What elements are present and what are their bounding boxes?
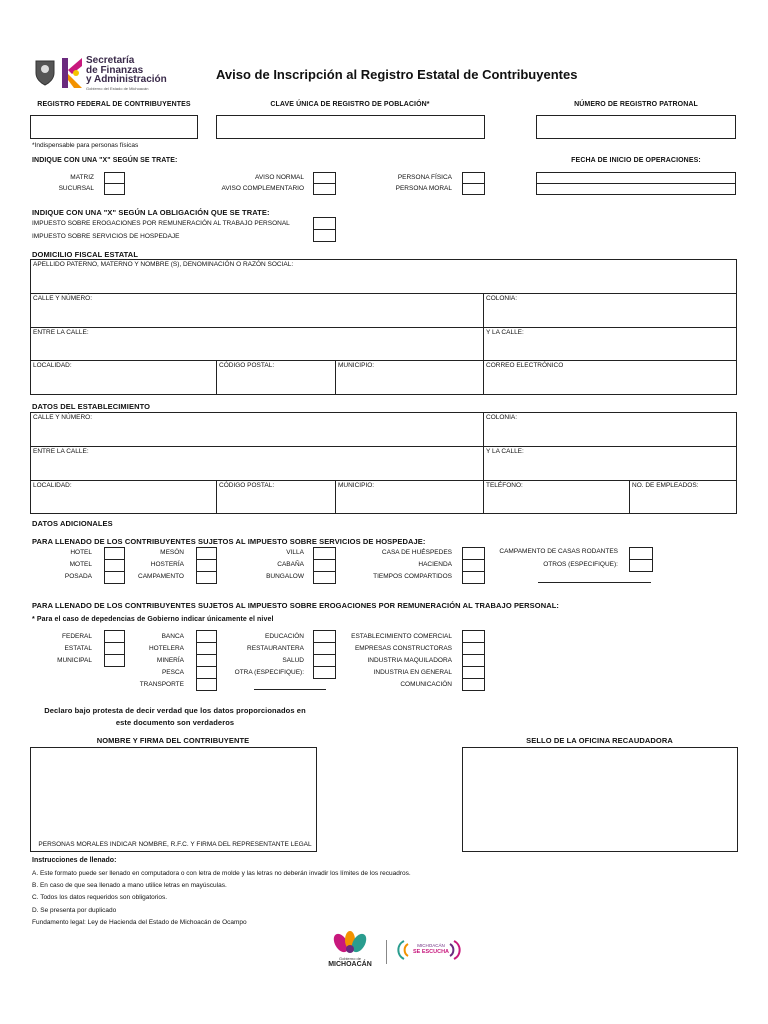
obligacion-checkbox-2[interactable] [313, 229, 336, 242]
banca-label: BANCA [161, 633, 184, 640]
aviso-complementario-checkbox[interactable] [313, 183, 336, 195]
erogaciones-title: PARA LLENADO DE LOS CONTRIBUYENTES SUJETOS AL IMPUESTO SOBRE EROGACIONES POR REMUNERACIÓN AL TRABAJO PERSONAL: [32, 601, 560, 610]
escucha-label-1: MICHOACÁN [417, 943, 445, 948]
correo-field[interactable]: CORREO ELECTRÓNICO [483, 360, 737, 395]
meson-label: MESÓN [160, 549, 184, 556]
casa-huespedes-label: CASA DE HUÉSPEDES [381, 549, 452, 556]
municipal-label: MUNICIPAL [57, 657, 92, 664]
instruccion-a: A. Este formato puede ser llenado en computadora o con letra de molde y las letras no deberán invadir los límites de los recuadros. [32, 870, 411, 877]
coat-of-arms-icon [34, 58, 56, 86]
michoacan-label: MICHOACÁN [328, 961, 372, 968]
persona-moral-label: PERSONA MORAL [395, 185, 452, 192]
colonia-field[interactable]: COLONIA: [483, 293, 737, 328]
est-calle-field[interactable]: CALLE Y NÚMERO: [30, 412, 484, 447]
hospedaje-title: PARA LLENADO DE LOS CONTRIBUYENTES SUJETOS AL IMPUESTO SOBRE SERVICIOS DE HOSPEDAJE: [32, 537, 426, 546]
sucursal-label: SUCURSAL [58, 185, 94, 192]
casas-rodantes-label: CAMPAMENTO DE CASAS RODANTES [499, 548, 618, 555]
hosteria-label: HOSTERÍA [150, 561, 184, 568]
persona-moral-checkbox[interactable] [462, 183, 485, 195]
cp-field[interactable]: CÓDIGO POSTAL: [216, 360, 336, 395]
establecimiento-comercial-label: ESTABLECIMIENTO COMERCIAL [351, 633, 452, 640]
comunicacion-label: COMUNICACIÓN [400, 681, 452, 688]
gobierno-label: Gobierno de [338, 956, 361, 961]
y-calle-field[interactable]: Y LA CALLE: [483, 327, 737, 361]
page-title: Aviso de Inscripción al Registro Estatal de Contribuyentes [216, 67, 578, 82]
firma-box[interactable] [30, 747, 317, 852]
hacienda-label: HACIENDA [418, 561, 452, 568]
cabana-label: CABAÑA [277, 561, 304, 568]
rfc-input[interactable] [30, 115, 198, 139]
divider [386, 940, 387, 964]
matriz-label: MATRIZ [70, 174, 94, 181]
instruccion-d: D. Se presenta por duplicado [32, 907, 117, 914]
est-empleados-field[interactable]: NO. DE EMPLEADOS: [629, 480, 737, 514]
fecha-inicio-label: FECHA DE INICIO DE OPERACIONES: [571, 157, 701, 164]
bungalow-label: BUNGALOW [266, 573, 304, 580]
fundamento-legal: Fundamento legal: Ley de Hacienda del Estado de Michoacán de Ocampo [32, 919, 247, 926]
instruccion-c: C. Todos los datos requeridos son obligatorios. [32, 894, 168, 901]
calle-field[interactable]: CALLE Y NÚMERO: [30, 293, 484, 328]
hotel-label: HOTEL [70, 549, 92, 556]
est-colonia-field[interactable]: COLONIA: [483, 412, 737, 447]
mineria-label: MINERÍA [156, 657, 184, 664]
tiempos-compartidos-label: TIEMPOS COMPARTIDOS [373, 573, 452, 580]
domicilio-title: DOMICILIO FISCAL ESTATAL [32, 250, 139, 259]
curp-input[interactable] [216, 115, 485, 139]
posada-label: POSADA [64, 573, 92, 580]
rfc-note: *Indispensable para personas físicas [32, 142, 139, 149]
campamento-label: CAMPAMENTO [138, 573, 184, 580]
est-telefono-field[interactable]: TELÉFONO: [483, 480, 630, 514]
sucursal-checkbox[interactable] [104, 183, 125, 195]
rfc-label: REGISTRO FEDERAL DE CONTRIBUYENTES [37, 101, 191, 108]
gobierno-michoacan-logo-icon [325, 931, 375, 959]
est-entre-calle-field[interactable]: ENTRE LA CALLE: [30, 446, 484, 481]
transporte-checkbox[interactable] [196, 678, 217, 691]
otros-hospedaje-line[interactable] [538, 582, 651, 583]
comunicacion-checkbox[interactable] [462, 678, 485, 691]
municipio-field[interactable]: MUNICIPIO: [335, 360, 484, 395]
otra-line[interactable] [254, 689, 326, 690]
otros-hospedaje-label: OTROS (ESPECIFIQUE): [543, 561, 618, 568]
obligacion-item-2: IMPUESTO SOBRE SERVICIOS DE HOSPEDAJE [32, 233, 180, 240]
est-localidad-field[interactable]: LOCALIDAD: [30, 480, 217, 514]
persona-fisica-label: PERSONA FÍSICA [397, 174, 452, 181]
instrucciones-title: Instrucciones de llenado: [32, 857, 117, 864]
estatal-label: ESTATAL [64, 645, 92, 652]
tiempos-compartidos-checkbox[interactable] [462, 571, 485, 584]
tramite-title: INDIQUE CON UNA "X" SEGÚN SE TRATE: [32, 157, 178, 164]
aviso-normal-label: AVISO NORMAL [254, 174, 304, 181]
motel-label: MOTEL [69, 561, 92, 568]
educacion-label: EDUCACIÓN [264, 633, 304, 640]
localidad-field[interactable]: LOCALIDAD: [30, 360, 217, 395]
entre-calle-field[interactable]: ENTRE LA CALLE: [30, 327, 484, 361]
sfa-logo-text: Secretaría de Finanzas y Administración [86, 55, 167, 85]
nombre-field[interactable]: APELLIDO PATERNO, MATERNO Y NOMBRE (S), DENOMINACIÓN O RAZÓN SOCIAL: [30, 259, 737, 294]
salud-label: SALUD [282, 657, 304, 664]
logo-subtext: Gobierno del Estado de Michoacán [86, 86, 149, 91]
est-municipio-field[interactable]: MUNICIPIO: [335, 480, 484, 514]
hotelera-label: HOTELERA [148, 645, 184, 652]
restaurantera-label: RESTAURANTERA [247, 645, 304, 652]
otros-hospedaje-checkbox[interactable] [629, 559, 653, 572]
federal-label: FEDERAL [62, 633, 92, 640]
transporte-label: TRANSPORTE [139, 681, 184, 688]
curp-label: CLAVE ÚNICA DE REGISTRO DE POBLACIÓN* [270, 101, 430, 108]
patronal-label: NÚMERO DE REGISTRO PATRONAL [574, 101, 698, 108]
nombre-firma-label: NOMBRE Y FIRMA DEL CONTRIBUYENTE [96, 736, 250, 745]
est-y-calle-field[interactable]: Y LA CALLE: [483, 446, 737, 481]
est-cp-field[interactable]: CÓDIGO POSTAL: [216, 480, 336, 514]
establecimiento-title: DATOS DEL ESTABLECIMIENTO [32, 402, 151, 411]
escucha-label-2: SE ESCUCHA [412, 949, 450, 955]
otra-label: OTRA (ESPECIFIQUE): [234, 669, 304, 676]
fecha-inicio-input-2[interactable] [536, 183, 736, 195]
sfa-logo-icon [60, 56, 84, 90]
sello-label: SELLO DE LA OFICINA RECAUDADORA [526, 736, 673, 745]
obligacion-title: INDIQUE CON UNA "X" SEGÚN LA OBLIGACIÓN QUE SE TRATE: [32, 208, 270, 217]
declaro-line-2: este documento son verdaderos [115, 718, 235, 727]
bungalow-checkbox[interactable] [313, 571, 336, 584]
industria-maquiladora-label: INDUSTRIA MAQUILADORA [367, 657, 452, 664]
patronal-input[interactable] [536, 115, 736, 139]
erogaciones-note: * Para el caso de depedencias de Gobierno indicar únicamente el nivel [32, 616, 274, 623]
empresas-constructoras-label: EMPRESAS CONSTRUCTORAS [354, 645, 452, 652]
sello-box[interactable] [462, 747, 738, 852]
obligacion-item-1: IMPUESTO SOBRE EROGACIONES POR REMUNERACIÓN AL TRABAJO PERSONAL [32, 220, 290, 227]
adicionales-title: DATOS ADICIONALES [32, 519, 113, 528]
declaro-line-1: Declaro bajo protesta de decir verdad que los datos proporcionados en [44, 706, 306, 715]
morales-note: PERSONAS MORALES INDICAR NOMBRE, R.F.C. Y FIRMA DEL REPRESENTANTE LEGAL [38, 841, 312, 848]
villa-label: VILLA [286, 549, 304, 556]
aviso-complementario-label: AVISO COMPLEMENTARIO [221, 185, 304, 192]
pesca-label: PESCA [161, 669, 184, 676]
instruccion-b: B. En caso de que sea llenado a mano utilice letras en mayúsculas. [32, 882, 227, 889]
otra-checkbox[interactable] [313, 666, 336, 679]
industria-general-label: INDUSTRIA EN GENERAL [373, 669, 452, 676]
campamento-checkbox[interactable] [196, 571, 217, 584]
